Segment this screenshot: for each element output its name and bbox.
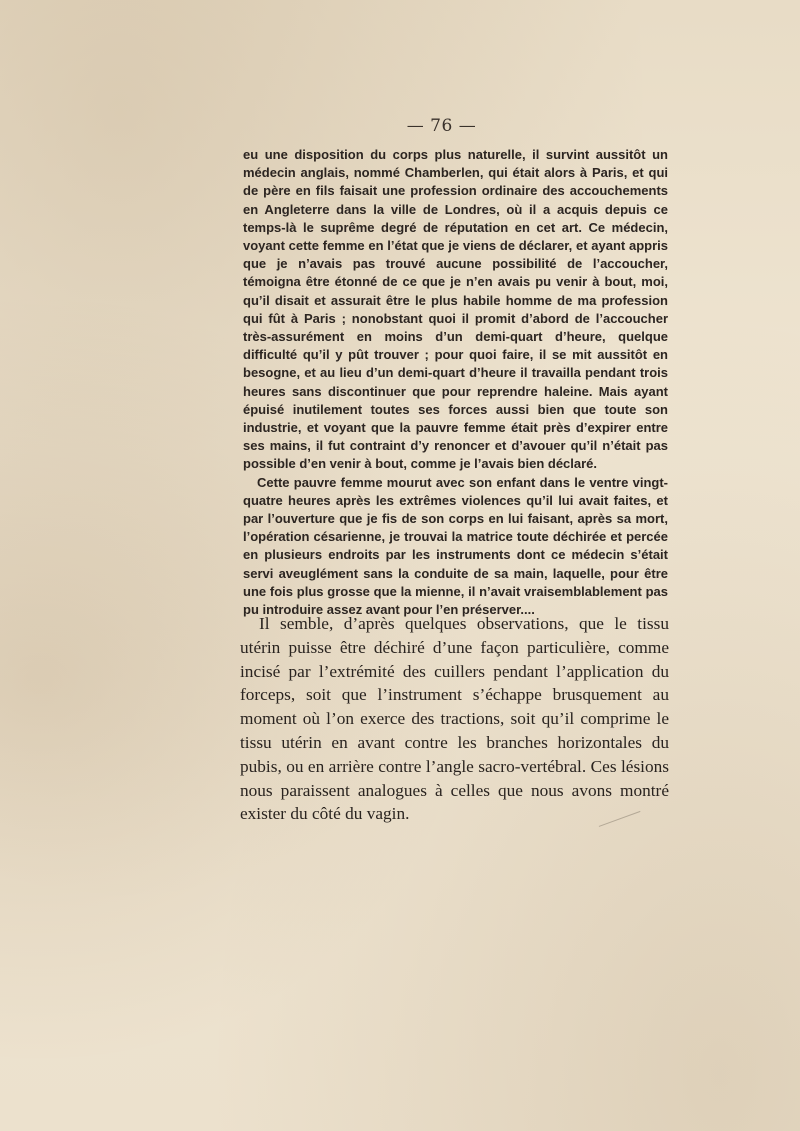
body-text xyxy=(240,612,669,826)
quoted-passage xyxy=(243,146,668,619)
page-number: — 76 — xyxy=(406,116,477,136)
body-paragraph: Il semble, d’après quelques observations, que le tissu utérin puisse être déchiré d’une façon particulière, comme incisé par l’extrémité des cuillers pendant l’application du forceps, soit que l’instrument s’échappe brusquement au moment où l’on exerce des tractions, soit qu’il comprime le tissu utérin en avant contre les branches horizontales du pubis, ou en arrière contre l’angle sacro-vertébral. Ces lésions nous paraissent analogues à celles que nous avons montré exister du côté du vagin. xyxy=(240,614,669,824)
quote-paragraph-2: Cette pauvre femme mourut avec son enfant dans le ventre vingt-quatre heures après les extrêmes violences qu’il lui avait faites, et par l’ouverture que je fis de son corps en lui faisant, après sa mort, l’opération césarienne, je trouvai la matrice toute déchirée et percée en plusieurs endroits par les instruments dont ce médecin s’était servi aveuglément sans la conduite de sa main, laquelle, pour être une fois plus grosse que la mienne, il n’avait vraisemblablement pas pu introduire assez avant pour l’en préserver.... xyxy=(243,474,668,618)
quote-paragraph-1: eu une disposition du corps plus naturelle, il survint aussitôt un médecin anglais, nommé Chamberlen, qui était alors à Paris, et qui de père en fils faisait une profession ordinaire des accouchements en Angleterre dans la ville de Londres, où il a acquis depuis ce temps-là le suprême degré de réputation en cet art. Ce médecin, voyant cette femme en l’état que je viens de déclarer, et ayant appris que je n’avais pas trouvé aucune possibilité de l’accoucher, témoigna être étonné de ce que je n’en avais pu venir à bout, moi, qu’il disait et assurait être le plus habile homme de ma profession qui fût à Paris ; nonobstant quoi il promit d’abord de l’accoucher très-assurément en moins d’un demi-quart d’heure, quelque difficulté qu’il y pût trouver ; pour quoi faire, il se mit aussitôt en besogne, et au lieu d’un demi-quart d’heure il travailla pendant trois heures sans discontinuer que pour reprendre haleine. Mais ayant épuisé inutilement toutes ses forces aussi bien que toute son industrie, et voyant que la pauvre femme était près d’expirer entre ses mains, il fut contraint d’y renoncer et d’avouer qu’il n’était pas possible d’en venir à bout, comme je l’avais bien déclaré. xyxy=(243,147,668,472)
